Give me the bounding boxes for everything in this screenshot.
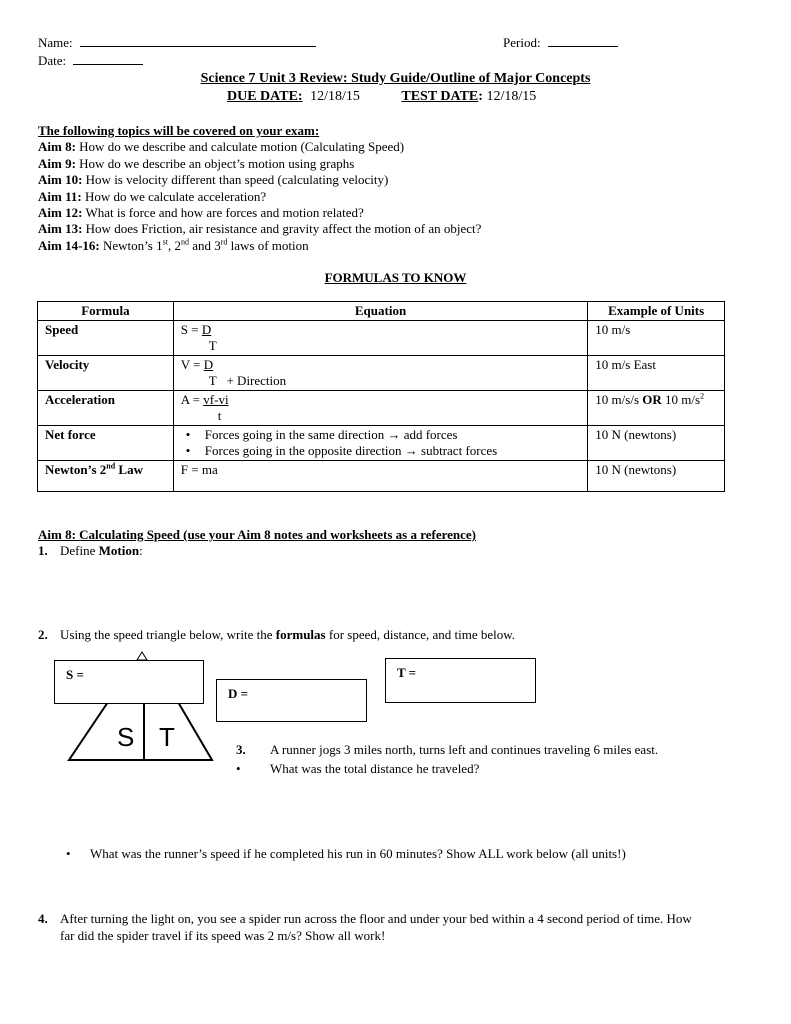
eq-left: S =	[180, 322, 202, 337]
name-label: Name:	[38, 35, 73, 50]
bullet-icon: •	[66, 846, 71, 861]
dates-row	[227, 89, 536, 105]
due-date-value: 12/18/15	[310, 89, 360, 104]
topic-item	[38, 238, 481, 254]
date-label: Date:	[38, 53, 67, 68]
topic-item	[38, 221, 481, 237]
aim8-heading: Aim 8: Calculating Speed (use your Aim 8 notes and worksheets as a reference)	[38, 527, 477, 542]
formulas-title: FORMULAS TO KNOW	[324, 270, 467, 285]
question-text: Using the speed triangle below, write the	[60, 627, 276, 642]
topic-aim: Aim 8:	[38, 139, 76, 155]
question-number: 2.	[38, 627, 48, 642]
topic-text: How is velocity different than speed (calculating velocity)	[85, 172, 389, 188]
question-text: :	[139, 543, 143, 558]
question-4	[38, 911, 692, 927]
triangle-apex	[137, 652, 147, 660]
triangle-s-label: S	[117, 722, 135, 752]
table-row	[38, 321, 725, 356]
topic-text-part: laws of motion	[227, 237, 309, 253]
speed-answer-box[interactable]	[54, 660, 204, 704]
speed-box-label: S =	[66, 667, 84, 682]
eq-left: V =	[180, 357, 204, 372]
formula-equation: F = ma	[173, 461, 588, 492]
topic-text-part: and 3	[188, 237, 221, 253]
formula-name	[38, 461, 174, 492]
formula-units: 10 m/s East	[588, 356, 725, 391]
period-blank	[548, 34, 618, 47]
net-force-bullet: • Forces going in the same direction → add forces	[181, 427, 581, 443]
period-label: Period:	[503, 35, 541, 50]
question-bold: formulas	[275, 627, 326, 642]
question-3-bullet	[66, 846, 626, 862]
topic-item	[38, 205, 481, 221]
topic-text: How does Friction, air resistance and gravity affect the motion of an object?	[85, 221, 482, 237]
units-part: 10 m/s/s	[595, 392, 643, 407]
eq-denominator: t	[217, 408, 222, 423]
bullet-icon: •	[236, 761, 241, 776]
topic-text-part: Newton’s 1	[103, 237, 163, 253]
formula-name: Acceleration	[38, 391, 174, 426]
eq-left: A =	[180, 392, 204, 407]
topic-aim: Aim 14-16:	[38, 237, 100, 253]
name-field	[38, 34, 316, 51]
question-bold: Motion	[98, 543, 140, 558]
topic-aim: Aim 9:	[38, 155, 76, 171]
period-field	[503, 34, 618, 51]
question-text: What was the runner’s speed if he completed his run in 60 minutes? Show ALL work below (all units!)	[90, 846, 626, 861]
date-field	[38, 52, 143, 69]
distance-box-label: D =	[228, 686, 249, 701]
topic-aim: Aim 13:	[38, 221, 83, 237]
question-number: 3.	[236, 742, 246, 757]
question-number: 1.	[38, 543, 48, 558]
units-sup: 2	[700, 391, 705, 401]
question-text: for speed, distance, and time below.	[325, 627, 516, 642]
date-blank	[73, 52, 143, 65]
eq-numerator: D	[203, 357, 214, 372]
formula-units: 10 N (newtons)	[588, 426, 725, 461]
formula-name: Net force	[38, 426, 174, 461]
units-or: OR	[642, 392, 662, 407]
topic-text-part: , 2	[167, 237, 181, 253]
question-3-bullet	[236, 761, 479, 777]
topic-text: How do we describe an object’s motion using graphs	[79, 155, 355, 171]
formula-equation	[173, 426, 588, 461]
formula-units: 10 N (newtons)	[588, 461, 725, 492]
formula-equation	[173, 356, 588, 391]
table-row	[38, 391, 725, 426]
topic-aim: Aim 10:	[38, 172, 83, 188]
question-text: Define	[60, 543, 99, 558]
ordinal-sup: nd	[106, 461, 116, 471]
eq-numerator: D	[201, 322, 212, 337]
eq-denominator: T	[208, 338, 217, 353]
question-text: A runner jogs 3 miles north, turns left and continues traveling 6 miles east.	[270, 742, 659, 757]
table-row	[38, 461, 725, 492]
name-part: Newton’s 2	[45, 462, 107, 477]
name-blank	[80, 34, 316, 47]
header-equation: Equation	[173, 302, 588, 321]
question-2	[38, 627, 515, 643]
topic-item	[38, 156, 481, 172]
test-date-colon: :	[478, 89, 483, 104]
topic-text: What is force and how are forces and motion related?	[85, 205, 364, 221]
test-date-value: 12/18/15	[486, 89, 537, 104]
formula-equation	[173, 321, 588, 356]
formulas-table	[37, 301, 725, 492]
triangle-base	[69, 702, 212, 760]
formula-units	[588, 391, 725, 426]
ordinal-sup: rd	[220, 237, 228, 247]
topic-aim: Aim 12:	[38, 205, 83, 221]
formula-name: Speed	[38, 321, 174, 356]
time-answer-box[interactable]	[385, 658, 536, 703]
question-4-cont: far did the spider travel if its speed was 2 m/s? Show all work!	[60, 928, 386, 943]
topics-heading: The following topics will be covered on your exam:	[38, 123, 320, 138]
eq-extra: + Direction	[226, 373, 287, 388]
ordinal-sup: nd	[180, 237, 189, 247]
topic-aim: Aim 11:	[38, 188, 82, 204]
formula-units: 10 m/s	[588, 321, 725, 356]
topic-item	[38, 139, 481, 155]
eq-numerator: vf-vi	[203, 392, 229, 407]
time-box-label: T =	[397, 665, 417, 680]
net-force-bullet: • Forces going in the opposite direction → subtract forces	[181, 443, 581, 459]
formula-equation	[173, 391, 588, 426]
topics-list	[38, 123, 481, 254]
question-text: After turning the light on, you see a spider run across the floor and under your bed within a 4 second period of time. How	[60, 911, 692, 926]
question-1	[38, 543, 143, 559]
question-number: 4.	[38, 911, 48, 926]
due-date-label: DUE DATE:	[227, 89, 303, 104]
topic-item	[38, 189, 481, 205]
topic-item	[38, 172, 481, 188]
header-formula: Formula	[38, 302, 174, 321]
question-3	[236, 742, 658, 758]
eq-denominator: T	[208, 373, 217, 388]
ordinal-sup: st	[162, 237, 168, 247]
triangle-t-label: T	[159, 722, 175, 752]
test-date-label: TEST DATE	[401, 89, 479, 104]
units-part: 10 m/s	[661, 392, 701, 407]
table-row	[38, 426, 725, 461]
page-title: Science 7 Unit 3 Review: Study Guide/Outline of Major Concepts	[200, 71, 591, 86]
topic-text: How do we calculate acceleration?	[84, 188, 267, 204]
header-units: Example of Units	[588, 302, 725, 321]
question-text: What was the total distance he traveled?	[270, 761, 480, 776]
topic-text: How do we describe and calculate motion (Calculating Speed)	[79, 139, 405, 155]
table-header-row	[38, 302, 725, 321]
distance-answer-box[interactable]	[216, 679, 367, 722]
table-row	[38, 356, 725, 391]
name-part: Law	[115, 462, 143, 477]
formula-name: Velocity	[38, 356, 174, 391]
